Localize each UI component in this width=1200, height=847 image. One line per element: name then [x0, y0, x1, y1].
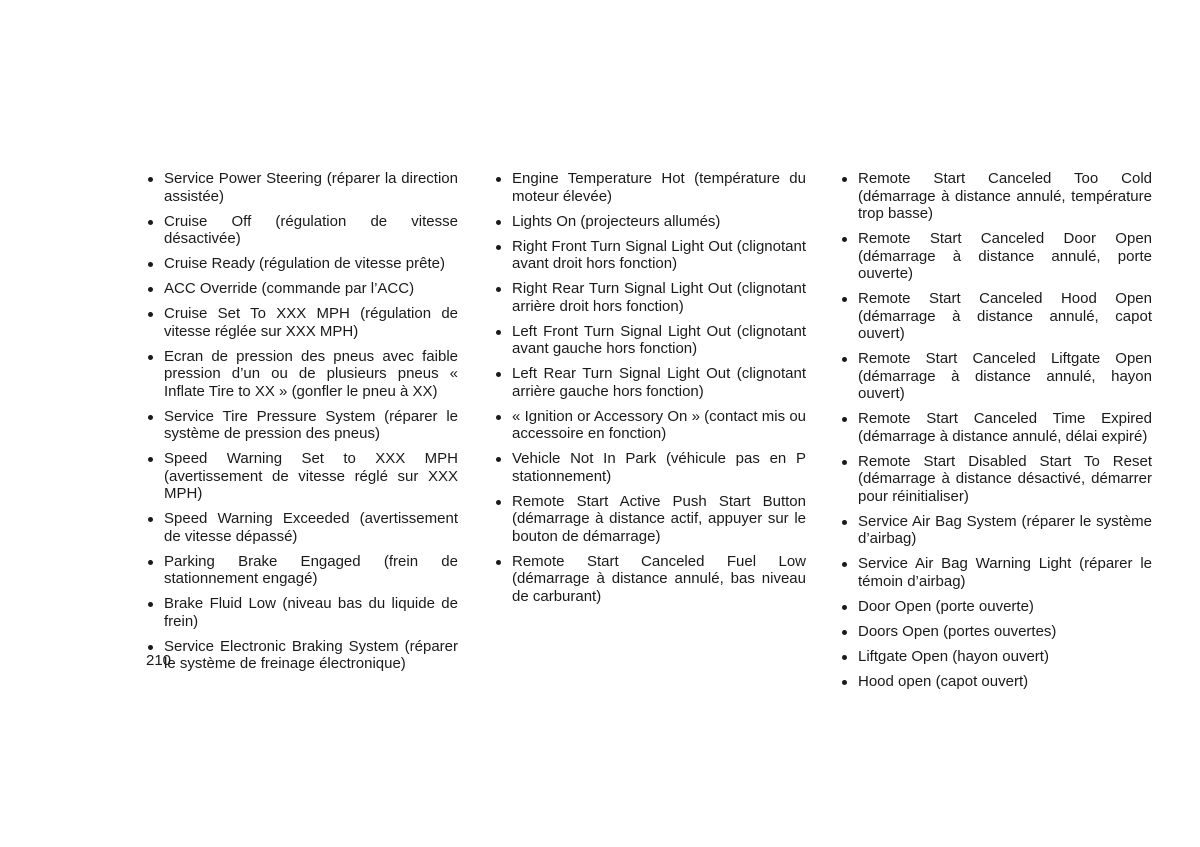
list-item: Service Power Steering (réparer la direction assistée)	[146, 170, 458, 205]
list-item: Right Rear Turn Signal Light Out (clignotant arrière droit hors fonction)	[494, 280, 806, 315]
list-item: Lights On (projecteurs allumés)	[494, 213, 806, 231]
list-item: Liftgate Open (hayon ouvert)	[840, 648, 1152, 666]
list-item: Remote Start Canceled Door Open (démarrage à distance annulé, porte ouverte)	[840, 230, 1152, 283]
list-item: Cruise Set To XXX MPH (régulation de vitesse réglée sur XXX MPH)	[146, 305, 458, 340]
list-item: Engine Temperature Hot (température du moteur élevée)	[494, 170, 806, 205]
list-item: Service Air Bag System (réparer le système d’airbag)	[840, 513, 1152, 548]
page-number: 210	[146, 652, 172, 669]
list-item: Brake Fluid Low (niveau bas du liquide de frein)	[146, 595, 458, 630]
list-item: Service Air Bag Warning Light (réparer le témoin d’airbag)	[840, 555, 1152, 590]
list-item: Remote Start Canceled Time Expired (démarrage à distance annulé, délai expiré)	[840, 410, 1152, 445]
warning-message-list-right	[840, 170, 1152, 690]
list-item: Remote Start Canceled Fuel Low (démarrage à distance annulé, bas niveau de carburant)	[494, 553, 806, 606]
list-item: « Ignition or Accessory On » (contact mis ou accessoire en fonction)	[494, 408, 806, 443]
warning-message-list-middle	[494, 170, 806, 605]
list-item: Left Front Turn Signal Light Out (clignotant avant gauche hors fonction)	[494, 323, 806, 358]
list-item: ACC Override (commande par l’ACC)	[146, 280, 458, 298]
list-item: Service Tire Pressure System (réparer le système de pression des pneus)	[146, 408, 458, 443]
list-item: Doors Open (portes ouvertes)	[840, 623, 1152, 641]
list-item: Left Rear Turn Signal Light Out (clignotant arrière gauche hors fonction)	[494, 365, 806, 400]
list-item: Remote Start Canceled Hood Open (démarrage à distance annulé, capot ouvert)	[840, 290, 1152, 343]
list-item: Cruise Ready (régulation de vitesse prête)	[146, 255, 458, 273]
middle-column	[494, 170, 806, 613]
list-item: Hood open (capot ouvert)	[840, 673, 1152, 691]
list-item: Remote Start Active Push Start Button (démarrage à distance actif, appuyer sur le bouton de démarrage)	[494, 493, 806, 546]
list-item: Right Front Turn Signal Light Out (clignotant avant droit hors fonction)	[494, 238, 806, 273]
list-item: Remote Start Disabled Start To Reset (démarrage à distance désactivé, démarrer pour réinitialiser)	[840, 453, 1152, 506]
list-item: Door Open (porte ouverte)	[840, 598, 1152, 616]
list-item: Cruise Off (régulation de vitesse désactivée)	[146, 213, 458, 248]
right-column	[840, 170, 1152, 698]
list-item: Vehicle Not In Park (véhicule pas en P stationnement)	[494, 450, 806, 485]
list-item: Speed Warning Set to XXX MPH (avertissement de vitesse réglé sur XXX MPH)	[146, 450, 458, 503]
list-item: Speed Warning Exceeded (avertissement de vitesse dépassé)	[146, 510, 458, 545]
list-item: Ecran de pression des pneus avec faible pression d’un ou de plusieurs pneus « Inflate Tire to XX » (gonfler le pneu à XX)	[146, 348, 458, 401]
list-item: Remote Start Canceled Too Cold (démarrage à distance annulé, température trop basse)	[840, 170, 1152, 223]
list-item: Parking Brake Engaged (frein de stationnement engagé)	[146, 553, 458, 588]
warning-message-list-left	[146, 170, 458, 673]
left-column	[146, 170, 458, 680]
list-item: Remote Start Canceled Liftgate Open (démarrage à distance annulé, hayon ouvert)	[840, 350, 1152, 403]
list-item: Service Electronic Braking System (réparer le système de freinage électronique)	[146, 638, 458, 673]
